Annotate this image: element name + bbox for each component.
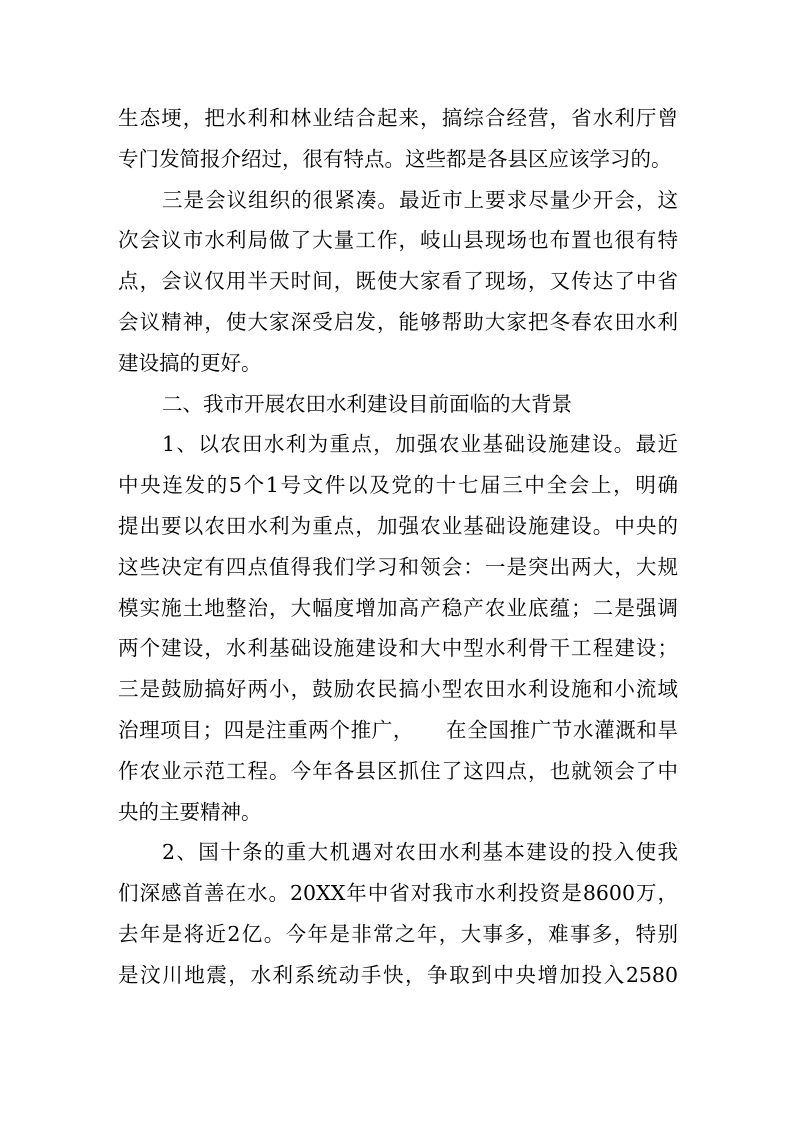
paragraph-line: 次会议市水利局做了大量工作，岐山县现场也布置也很有特 — [118, 228, 678, 253]
paragraph-line: 这些决定有四点值得我们学习和领会：一是突出两大，大规 — [118, 554, 678, 579]
paragraph-line: 生态埂，把水利和林业结合起来，搞综合经营，省水利厅曾 — [118, 106, 678, 130]
paragraph-line: 点，会议仅用半天时间，既使大家看了现场，又传达了中省 — [118, 269, 678, 294]
paragraph-line: 专门发简报介绍过，很有特点。这些都是各县区应该学习的。 — [118, 146, 672, 171]
paragraph-line: 中央连发的5个1号文件以及党的十七届三中全会上，明确 — [118, 473, 678, 498]
paragraph-line: 两个建设，水利基础设施建设和大中型水利骨干工程建设； — [118, 636, 678, 661]
document-body — [118, 98, 678, 996]
paragraph-line: 三是鼓励搞好两小，鼓励农民搞小型农田水利设施和小流域 — [118, 677, 678, 702]
paragraph-line: 模实施土地整治，大幅度增加高产稳产农业底蕴；二是强调 — [118, 595, 678, 620]
paragraph-line: 1、以农田水利为重点，加强农业基础设施建设。最近 — [162, 432, 678, 457]
paragraph-line: 去年是将近2亿。今年是非常之年，大事多，难事多，特别 — [118, 921, 678, 946]
paragraph-line: 作农业示范工程。今年各县区抓住了这四点，也就领会了中 — [118, 758, 678, 783]
paragraph-line: 建设搞的更好。 — [118, 350, 262, 375]
paragraph-line: 2、国十条的重大机遇对农田水利基本建设的投入使我 — [162, 840, 678, 865]
paragraph-line: 会议精神，使大家深受启发，能够帮助大家把冬春农田水利 — [118, 309, 678, 334]
paragraph-line: 提出要以农田水利为重点，加强农业基础设施建设。中央的 — [118, 513, 678, 538]
paragraph-line: 三是会议组织的很紧凑。最近市上要求尽量少开会，这 — [162, 187, 678, 212]
paragraph-line: 央的主要精神。 — [118, 799, 262, 824]
paragraph-line: 治理项目；四是注重两个推广， 在全国推广节水灌溉和旱 — [118, 717, 678, 742]
section-heading: 二、我市开展农田水利建设目前面临的大背景 — [162, 391, 572, 416]
paragraph-line: 是汶川地震，水利系统动手快，争取到中央增加投入2580 — [118, 962, 678, 987]
paragraph-line: 们深感首善在水。20XX年中省对我市水利投资是8600万， — [118, 881, 678, 906]
